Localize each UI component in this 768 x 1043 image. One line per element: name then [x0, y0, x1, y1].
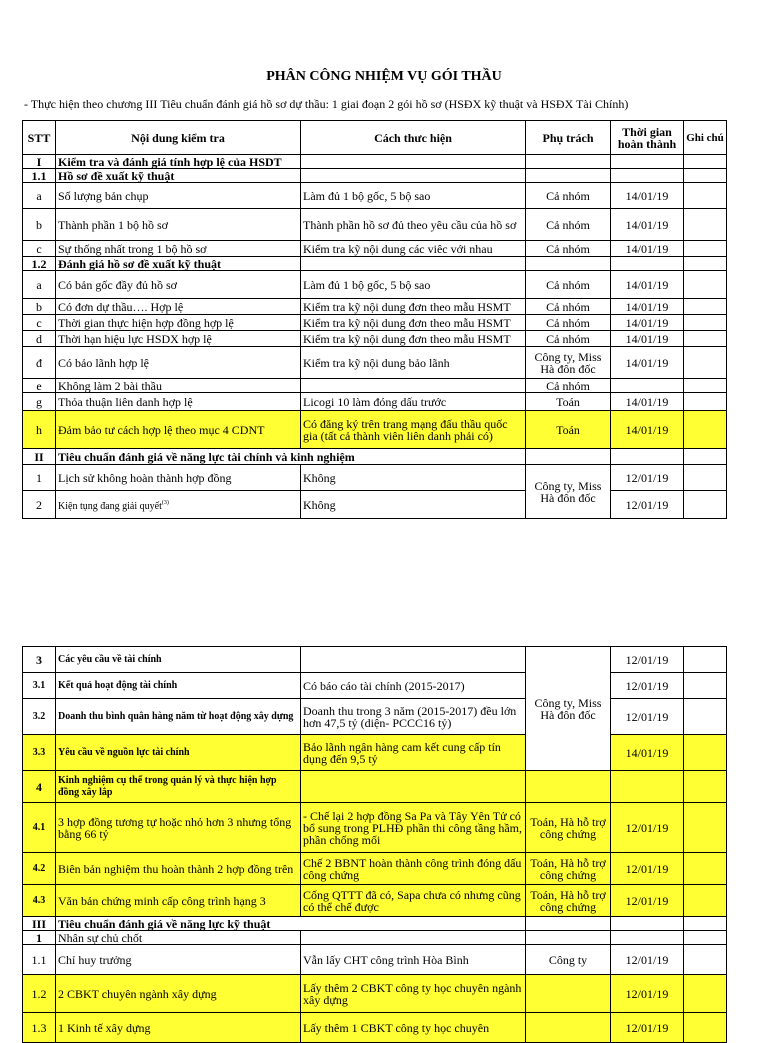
cell-stt: e: [23, 379, 56, 393]
cell-thoi-gian: [611, 931, 684, 945]
table-row: [23, 241, 727, 257]
cell-cach: [301, 379, 526, 393]
cell-noi-dung: Thỏa thuận liên danh hợp lệ: [56, 393, 301, 411]
table-row-highlighted: [23, 735, 727, 771]
cell-ghi-chu: [684, 699, 727, 735]
cell-ghi-chu: [684, 183, 727, 209]
cell-cach: - Chế lại 2 hợp đồng Sa Pa và Tây Yên Tử có bổ sung trong PLHĐ phần thi công tầng hầm, phần chống mối: [301, 803, 526, 853]
cell-noi-dung: Kiểm tra và đánh giá tính hợp lệ của HSDT: [56, 155, 301, 169]
cell-cach: Có đăng ký trên trang mạng đấu thầu quốc gia (tất cả thành viên liên danh phải có): [301, 411, 526, 449]
cell-thoi-gian: [611, 169, 684, 183]
cell-thoi-gian: [611, 155, 684, 169]
table-header-row: [23, 121, 727, 155]
header-phu-trach: Phụ trách: [526, 121, 611, 155]
cell-noi-dung: Chỉ huy trưởng: [56, 945, 301, 975]
cell-cach: [301, 771, 526, 803]
cell-noi-dung: [56, 491, 301, 519]
cell-noi-dung: Thời hạn hiệu lực HSDX hợp lệ: [56, 331, 301, 347]
cell-stt: d: [23, 331, 56, 347]
table-row: [23, 491, 727, 519]
cell-phu-trach: [526, 931, 611, 945]
cell-thoi-gian: 12/01/19: [611, 803, 684, 853]
table-row: [23, 647, 727, 673]
cell-noi-dung: Doanh thu bình quân hàng năm từ hoạt động xây dựng: [56, 699, 301, 735]
cell-noi-dung: Số lượng bản chụp: [56, 183, 301, 209]
cell-phu-trach: Cả nhóm: [526, 299, 611, 315]
cell-stt: 2: [23, 491, 56, 519]
cell-noi-dung: Có đơn dự thầu…. Hợp lệ: [56, 299, 301, 315]
cell-phu-trach: Toán, Hà hỗ trợ công chứng: [526, 885, 611, 917]
cell-cach: [301, 931, 526, 945]
section-title: Tiêu chuẩn đánh giá về năng lực tài chính và kinh nghiệm: [56, 449, 526, 465]
cell-stt: 1.1: [23, 169, 56, 183]
cell-phu-trach: Cả nhóm: [526, 209, 611, 241]
cell-thoi-gian: [611, 449, 684, 465]
cell-phu-trach: Toán: [526, 393, 611, 411]
header-noi-dung: Nội dung kiểm tra: [56, 121, 301, 155]
cell-noi-dung: Văn bản chứng minh cấp công trình hạng 3: [56, 885, 301, 917]
cell-ghi-chu: [684, 673, 727, 699]
cell-thoi-gian: 14/01/19: [611, 315, 684, 331]
cell-thoi-gian: [611, 771, 684, 803]
cell-cach: Không: [301, 465, 526, 491]
cell-stt: 3.2: [23, 699, 56, 735]
cell-thoi-gian: [611, 917, 684, 931]
cell-phu-trach: [526, 771, 611, 803]
cell-noi-dung: Nhân sự chủ chốt: [56, 931, 301, 945]
cell-phu-trach: [526, 917, 611, 931]
cell-thoi-gian: [611, 379, 684, 393]
cell-noi-dung: Sự thống nhất trong 1 bộ hồ sơ: [56, 241, 301, 257]
cell-stt: 1.2: [23, 975, 56, 1013]
footnote-marker: (3): [161, 499, 169, 506]
cell-ghi-chu: [684, 271, 727, 299]
cell-ghi-chu: [684, 945, 727, 975]
cell-thoi-gian: 12/01/19: [611, 647, 684, 673]
cell-ghi-chu: [684, 853, 727, 885]
table-row: [23, 271, 727, 299]
cell-noi-dung: Kinh nghiệm cụ thể trong quản lý và thực hiện hợp đồng xây lắp: [56, 771, 301, 803]
cell-phu-trach: [526, 1013, 611, 1043]
task-table-part-2: [22, 646, 727, 1043]
cell-noi-dung: 1 Kinh tế xây dựng: [56, 1013, 301, 1043]
cell-thoi-gian: 14/01/19: [611, 331, 684, 347]
cell-cach: Kiểm tra kỹ nội dung đơn theo mẫu HSMT: [301, 315, 526, 331]
cell-cach: Licogi 10 làm đóng dấu trước: [301, 393, 526, 411]
cell-ghi-chu: [684, 241, 727, 257]
cell-cach: Bảo lãnh ngân hàng cam kết cung cấp tín dụng đến 9,5 tỷ: [301, 735, 526, 771]
cell-ghi-chu: [684, 771, 727, 803]
cell-cach: Chế 2 BBNT hoàn thành công trình đóng dấu công chứng: [301, 853, 526, 885]
cell-phu-trach: [526, 449, 611, 465]
cell-thoi-gian: 14/01/19: [611, 241, 684, 257]
cell-stt: a: [23, 183, 56, 209]
cell-ghi-chu: [684, 803, 727, 853]
table-row-highlighted: [23, 885, 727, 917]
table-row: [23, 347, 727, 379]
cell-phu-trach: Cả nhóm: [526, 315, 611, 331]
cell-noi-dung: Đánh giá hồ sơ đề xuất kỹ thuật: [56, 257, 301, 271]
cell-stt: c: [23, 315, 56, 331]
cell-noi-dung: Đảm bảo tư cách hợp lệ theo mục 4 CDNT: [56, 411, 301, 449]
cell-cach: Làm đủ 1 bộ gốc, 5 bộ sao: [301, 271, 526, 299]
cell-thoi-gian: 14/01/19: [611, 209, 684, 241]
cell-phu-trach: Toán, Hà hỗ trợ công chứng: [526, 803, 611, 853]
cell-ghi-chu: [684, 885, 727, 917]
cell-noi-dung: Yêu cầu về nguồn lực tài chính: [56, 735, 301, 771]
cell-stt: 3.3: [23, 735, 56, 771]
cell-cach: Cống QTTT đã có, Sapa chưa có nhưng cũng có thể chế được: [301, 885, 526, 917]
cell-noi-dung: Thành phần 1 bộ hồ sơ: [56, 209, 301, 241]
cell-thoi-gian: 14/01/19: [611, 271, 684, 299]
cell-phu-trach: Công ty, Miss Hà đôn đốc: [526, 347, 611, 379]
cell-noi-dung: 3 hợp đồng tương tự hoặc nhỏ hơn 3 nhưng tổng bằng 66 tỷ: [56, 803, 301, 853]
section-title: Tiêu chuẩn đánh giá về năng lực kỹ thuật: [56, 917, 526, 931]
cell-cach: Kiểm tra kỹ nội dung các viêc với nhau: [301, 241, 526, 257]
cell-phu-trach: Cả nhóm: [526, 379, 611, 393]
table-row: [23, 183, 727, 209]
table-row: [23, 393, 727, 411]
cell-ghi-chu: [684, 449, 727, 465]
cell-noi-dung: Thời gian thực hiện hợp đồng hợp lệ: [56, 315, 301, 331]
cell-thoi-gian: 14/01/19: [611, 411, 684, 449]
cell-ghi-chu: [684, 491, 727, 519]
cell-noi-dung: Có bản gốc đầy đủ hồ sơ: [56, 271, 301, 299]
cell-stt: 1.3: [23, 1013, 56, 1043]
cell-thoi-gian: [611, 257, 684, 271]
table-row: [23, 155, 727, 169]
header-cach-thuc-hien: Cách thưc hiện: [301, 121, 526, 155]
table-row: [23, 673, 727, 699]
cell-thoi-gian: 12/01/19: [611, 699, 684, 735]
cell-stt: c: [23, 241, 56, 257]
cell-phu-trach: Cả nhóm: [526, 271, 611, 299]
cell-phu-trach: Cả nhóm: [526, 183, 611, 209]
table-row: [23, 465, 727, 491]
table-row-highlighted: [23, 771, 727, 803]
cell-cach: Không: [301, 491, 526, 519]
cell-cach: [301, 169, 526, 183]
cell-cach: Làm đủ 1 bộ gốc, 5 bộ sao: [301, 183, 526, 209]
header-thoi-gian: Thời gian hoàn thành: [611, 121, 684, 155]
cell-stt: b: [23, 209, 56, 241]
table-row-highlighted: [23, 803, 727, 853]
cell-cach: Lấy thêm 2 CBKT công ty học chuyên ngành xây dựng: [301, 975, 526, 1013]
cell-phu-trach: Công ty: [526, 945, 611, 975]
table-row-highlighted: [23, 1013, 727, 1043]
cell-stt: 3: [23, 647, 56, 673]
cell-noi-dung: Biên bản nghiệm thu hoàn thành 2 hợp đồng trên: [56, 853, 301, 885]
cell-thoi-gian: 12/01/19: [611, 853, 684, 885]
cell-phu-trach: [526, 155, 611, 169]
table-row-highlighted: [23, 975, 727, 1013]
cell-cach: Kiểm tra kỹ nội dung đơn theo mẫu HSMT: [301, 331, 526, 347]
cell-cach: [301, 647, 526, 673]
table-row-highlighted: [23, 411, 727, 449]
table-row: [23, 699, 727, 735]
cell-stt: 4.3: [23, 885, 56, 917]
cell-stt: II: [23, 449, 56, 465]
table-row: [23, 169, 727, 183]
table-row-highlighted: [23, 853, 727, 885]
cell-noi-dung-text: Kiện tụng đang giải quyết: [58, 500, 162, 512]
cell-noi-dung: Kết quả hoạt động tài chính: [56, 673, 301, 699]
cell-phu-trach: Toán: [526, 411, 611, 449]
table-row: [23, 257, 727, 271]
cell-ghi-chu: [684, 735, 727, 771]
header-ghi-chu: Ghi chú: [684, 121, 727, 155]
cell-stt: đ: [23, 347, 56, 379]
cell-ghi-chu: [684, 209, 727, 241]
cell-stt: 3.1: [23, 673, 56, 699]
cell-cach: Có báo cáo tài chính (2015-2017): [301, 673, 526, 699]
cell-stt: a: [23, 271, 56, 299]
task-table-part-1: [22, 120, 727, 519]
cell-cach: [301, 257, 526, 271]
cell-phu-trach: [526, 975, 611, 1013]
cell-thoi-gian: 14/01/19: [611, 183, 684, 209]
cell-noi-dung: Các yêu cầu về tài chính: [56, 647, 301, 673]
cell-phu-trach: [526, 257, 611, 271]
cell-phu-trach-merged: Công ty, Miss Hà đôn đốc: [526, 465, 611, 519]
cell-cach: Kiểm tra kỹ nội dung đơn theo mẫu HSMT: [301, 299, 526, 315]
cell-cach: Kiểm tra kỹ nội dung bảo lãnh: [301, 347, 526, 379]
cell-stt: 4.1: [23, 803, 56, 853]
cell-thoi-gian: 12/01/19: [611, 673, 684, 699]
cell-thoi-gian: 12/01/19: [611, 465, 684, 491]
cell-phu-trach: [526, 169, 611, 183]
cell-ghi-chu: [684, 299, 727, 315]
cell-thoi-gian: 12/01/19: [611, 975, 684, 1013]
cell-cach: Vẫn lấy CHT công trình Hòa Bình: [301, 945, 526, 975]
cell-ghi-chu: [684, 347, 727, 379]
cell-stt: g: [23, 393, 56, 411]
table-row: [23, 931, 727, 945]
cell-stt: 1.2: [23, 257, 56, 271]
header-stt: STT: [23, 121, 56, 155]
page-title: PHÂN CÔNG NHIỆM VỤ GÓI THẦU: [266, 69, 502, 84]
cell-stt: h: [23, 411, 56, 449]
cell-ghi-chu: [684, 975, 727, 1013]
table-row: [23, 331, 727, 347]
section-row: [23, 449, 727, 465]
cell-phu-trach: Cả nhóm: [526, 241, 611, 257]
cell-noi-dung: 2 CBKT chuyên ngành xây dựng: [56, 975, 301, 1013]
cell-stt: 1: [23, 465, 56, 491]
table-row: [23, 299, 727, 315]
table-row: [23, 945, 727, 975]
cell-ghi-chu: [684, 331, 727, 347]
cell-ghi-chu: [684, 155, 727, 169]
cell-ghi-chu: [684, 931, 727, 945]
cell-stt: b: [23, 299, 56, 315]
cell-phu-trach: Toán, Hà hỗ trợ công chứng: [526, 853, 611, 885]
cell-stt: 4: [23, 771, 56, 803]
cell-ghi-chu: [684, 647, 727, 673]
cell-ghi-chu: [684, 465, 727, 491]
page-subtitle: - Thực hiện theo chương III Tiêu chuẩn đánh giá hồ sơ dự thầu: 1 giai đoạn 2 gói hồ sơ (HSĐX kỹ thuật và HSĐX Tài Chính): [24, 97, 629, 111]
cell-cach: Thành phần hồ sơ đủ theo yêu cầu của hồ sơ: [301, 209, 526, 241]
cell-noi-dung: Không làm 2 bài thầu: [56, 379, 301, 393]
cell-stt: 4.2: [23, 853, 56, 885]
cell-stt: III: [23, 917, 56, 931]
cell-thoi-gian: 12/01/19: [611, 885, 684, 917]
cell-thoi-gian: 12/01/19: [611, 491, 684, 519]
cell-ghi-chu: [684, 257, 727, 271]
cell-ghi-chu: [684, 917, 727, 931]
cell-phu-trach-merged: Công ty, Miss Hà đôn đốc: [526, 647, 611, 771]
cell-thoi-gian: 14/01/19: [611, 735, 684, 771]
cell-ghi-chu: [684, 1013, 727, 1043]
cell-thoi-gian: 12/01/19: [611, 1013, 684, 1043]
cell-ghi-chu: [684, 379, 727, 393]
cell-phu-trach: Cả nhóm: [526, 331, 611, 347]
cell-noi-dung: Lịch sử không hoàn thành hợp đồng: [56, 465, 301, 491]
cell-thoi-gian: 14/01/19: [611, 299, 684, 315]
cell-ghi-chu: [684, 315, 727, 331]
cell-stt: I: [23, 155, 56, 169]
cell-stt: 1.1: [23, 945, 56, 975]
cell-noi-dung: Có bảo lãnh hợp lệ: [56, 347, 301, 379]
cell-cach: Doanh thu trong 3 năm (2015-2017) đều lớn hơn 47,5 tỷ (diện- PCCC16 tỷ): [301, 699, 526, 735]
section-row: [23, 917, 727, 931]
cell-ghi-chu: [684, 169, 727, 183]
cell-cach: Lấy thêm 1 CBKT công ty học chuyên: [301, 1013, 526, 1043]
table-row: [23, 315, 727, 331]
table-row: [23, 379, 727, 393]
cell-cach: [301, 155, 526, 169]
table-row: [23, 209, 727, 241]
cell-noi-dung: Hồ sơ đề xuất kỹ thuật: [56, 169, 301, 183]
cell-ghi-chu: [684, 393, 727, 411]
cell-thoi-gian: 12/01/19: [611, 945, 684, 975]
cell-thoi-gian: 14/01/19: [611, 347, 684, 379]
cell-thoi-gian: 14/01/19: [611, 393, 684, 411]
cell-stt: 1: [23, 931, 56, 945]
cell-ghi-chu: [684, 411, 727, 449]
